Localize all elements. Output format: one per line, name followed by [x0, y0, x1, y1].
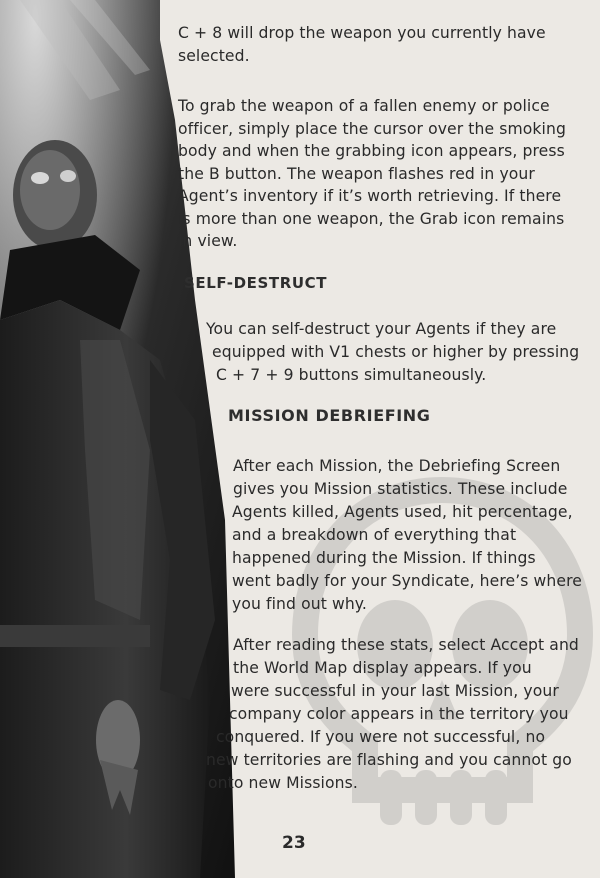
debriefing-line: and a breakdown of everything that: [232, 526, 517, 544]
grab-weapon-paragraph: To grab the weapon of a fallen enemy or police officer, simply place the cursor over the smoking body and when the grabbing icon appears, press the B button. The weapon flashes red in your Agent’s inventory if it’s worth retrieving. If there is more than one weapon, the Grab icon remains in view.: [178, 97, 566, 250]
debriefing-line: conquered. If you were not successful, no: [216, 728, 546, 746]
debriefing-line: onto new Missions.: [208, 774, 358, 792]
debriefing-line: After each Mission, the Debriefing Screen: [233, 457, 561, 475]
page-number: 23: [282, 833, 306, 853]
self-destruct-line: You can self-destruct your Agents if they are: [206, 320, 557, 338]
debriefing-line: After reading these stats, select Accept and: [233, 636, 579, 654]
self-destruct-line: equipped with V1 chests or higher by pressing: [212, 343, 580, 361]
debriefing-line: new territories are flashing and you cannot go: [206, 751, 572, 769]
self-destruct-heading: SELF-DESTRUCT: [184, 274, 328, 292]
debriefing-line: happened during the Mission. If things: [232, 549, 536, 567]
debriefing-line: you find out why.: [232, 595, 367, 613]
drop-weapon-paragraph: C + 8 will drop the weapon you currently have selected.: [178, 24, 546, 65]
debriefing-line: company color appears in the territory you: [229, 705, 569, 723]
debriefing-line: went badly for your Syndicate, here’s where: [232, 572, 582, 590]
debriefing-line: gives you Mission statistics. These include: [233, 480, 568, 498]
debriefing-line: were successful in your last Mission, your: [231, 682, 559, 700]
mission-debriefing-heading: MISSION DEBRIEFING: [228, 406, 431, 425]
debriefing-line: the World Map display appears. If you: [233, 659, 532, 677]
debriefing-line: Agents killed, Agents used, hit percentage,: [232, 503, 573, 521]
self-destruct-line: C + 7 + 9 buttons simultaneously.: [216, 366, 487, 384]
